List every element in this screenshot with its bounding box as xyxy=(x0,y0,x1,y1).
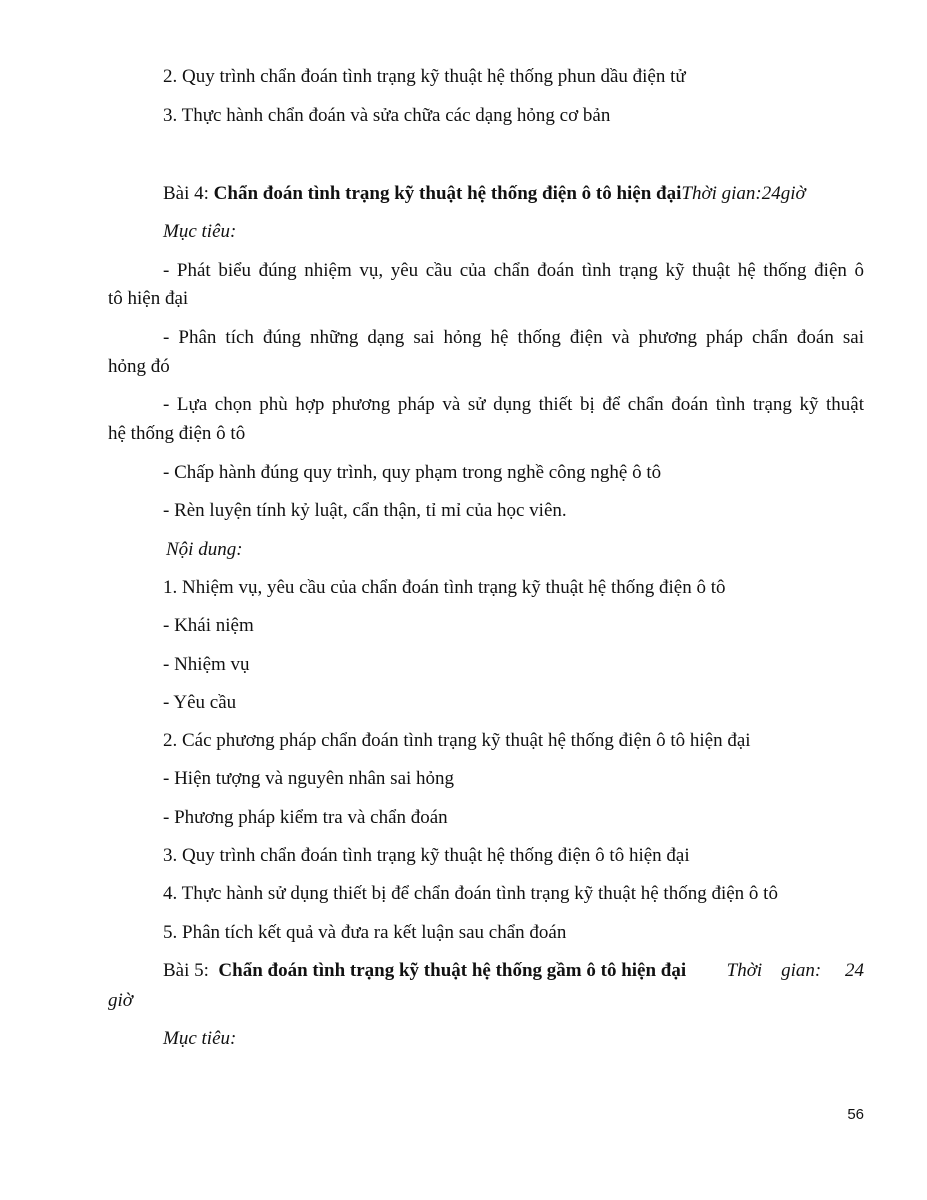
content-line: 2. Các phương pháp chẩn đoán tình trạng kỹ thuật hệ thống điện ô tô hiện đại xyxy=(163,730,751,751)
objective-item-continued: tô hiện đại xyxy=(108,288,189,309)
lesson-4-title: Chẩn đoán tình trạng kỹ thuật hệ thống điện ô tô hiện đại xyxy=(213,183,682,204)
content-line: 5. Phân tích kết quả và đưa ra kết luận sau chẩn đoán xyxy=(163,922,567,943)
content-line: - Phương pháp kiểm tra và chẩn đoán xyxy=(163,807,448,828)
content-label: Nội dung: xyxy=(166,539,243,560)
content-line: - Khái niệm xyxy=(163,615,254,636)
content-line: - Nhiệm vụ xyxy=(163,654,250,675)
objective-item-continued: hệ thống điện ô tô xyxy=(108,423,246,444)
content-line: 3. Quy trình chẩn đoán tình trạng kỹ thuật hệ thống điện ô tô hiện đại xyxy=(163,845,690,866)
lesson-5-duration-continued: giờ xyxy=(108,990,133,1011)
page-number: 56 xyxy=(847,1106,864,1123)
objective-item: - Lựa chọn phù hợp phương pháp và sử dụng thiết bị để chẩn đoán tình trạng kỹ thuật xyxy=(163,394,864,415)
objective-item: - Rèn luyện tính kỷ luật, cẩn thận, tỉ mỉ của học viên. xyxy=(163,500,567,521)
lesson-4-heading xyxy=(163,182,806,206)
content-line: 2. Quy trình chẩn đoán tình trạng kỹ thuật hệ thống phun dầu điện tử xyxy=(163,66,686,87)
lesson-4-prefix: Bài 4: xyxy=(163,183,214,204)
lesson-5-heading xyxy=(163,959,864,983)
lesson-5-duration: Thời gian: 24 xyxy=(726,960,864,981)
objective-item-continued: hỏng đó xyxy=(108,356,170,377)
content-line: - Hiện tượng và nguyên nhân sai hỏng xyxy=(163,768,455,789)
content-line: 3. Thực hành chẩn đoán và sửa chữa các dạng hỏng cơ bản xyxy=(163,105,611,126)
lesson-5-title: Chẩn đoán tình trạng kỹ thuật hệ thống gầm ô tô hiện đại xyxy=(218,960,687,981)
objective-item: - Phân tích đúng những dạng sai hỏng hệ thống điện và phương pháp chẩn đoán sai xyxy=(163,327,864,348)
content-line: 1. Nhiệm vụ, yêu cầu của chẩn đoán tình trạng kỹ thuật hệ thống điện ô tô xyxy=(163,577,726,598)
content-line: 4. Thực hành sử dụng thiết bị để chẩn đoán tình trạng kỹ thuật hệ thống điện ô tô xyxy=(163,883,778,904)
objective-item: - Chấp hành đúng quy trình, quy phạm trong nghề công nghệ ô tô xyxy=(163,462,662,483)
lesson-5-prefix: Bài 5: xyxy=(163,960,219,981)
objective-item: - Phát biểu đúng nhiệm vụ, yêu cầu của chẩn đoán tình trạng kỹ thuật hệ thống điện ô xyxy=(163,260,864,281)
objectives-label: Mục tiêu: xyxy=(163,1028,237,1049)
content-line: - Yêu cầu xyxy=(163,692,237,713)
objectives-label: Mục tiêu: xyxy=(163,221,237,242)
lesson-4-duration: Thời gian:24giờ xyxy=(681,183,806,204)
